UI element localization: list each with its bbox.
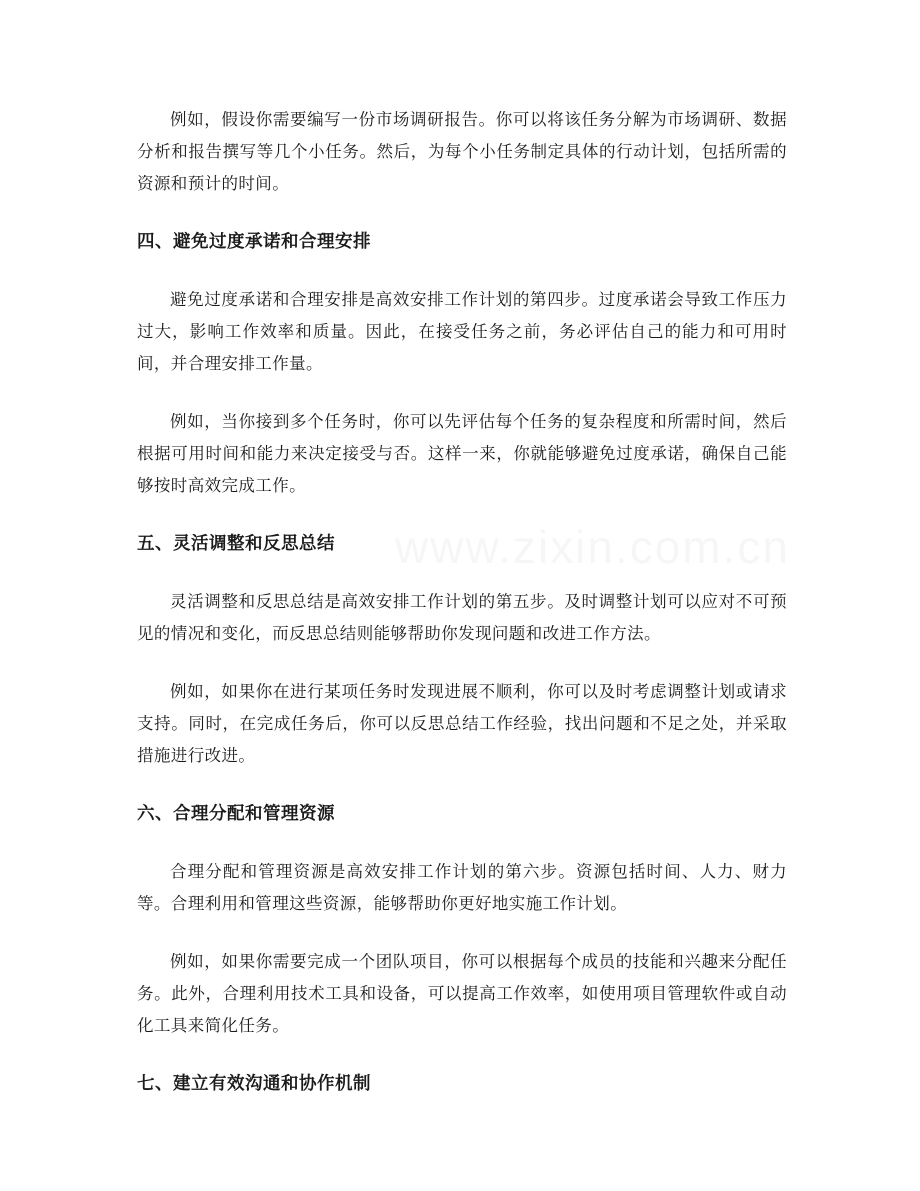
paragraph-resource-management: 合理分配和管理资源是高效安排工作计划的第六步。资源包括时间、人力、财力等。合理利用和管理这些资源，能够帮助你更好地实施工作计划。 bbox=[137, 862, 787, 913]
paragraph-example-adjust-plan: 例如，如果你在进行某项任务时发现进展不顺利，你可以及时考虑调整计划或请求支持。同时，在完成任务后，你可以反思总结工作经验，找出问题和不足之处，并采取措施进行改进。 bbox=[137, 682, 787, 765]
paragraph-example-task-breakdown: 例如，假设你需要编写一份市场调研报告。你可以将该任务分解为市场调研、数据分析和报告撰写等几个小任务。然后，为每个小任务制定具体的行动计划，包括所需的资源和预计的时间。 bbox=[137, 110, 787, 193]
paragraph-example-team-project: 例如，如果你需要完成一个团队项目，你可以根据每个成员的技能和兴趣来分配任务。此外，合理利用技术工具和设备，可以提高工作效率，如使用项目管理软件或自动化工具来简化任务。 bbox=[137, 952, 787, 1035]
section-heading-6: 六、合理分配和管理资源 bbox=[137, 804, 335, 824]
paragraph-flexible-adjust: 灵活调整和反思总结是高效安排工作计划的第五步。及时调整计划可以应对不可预见的情况和变化，而反思总结则能够帮助你发现问题和改进工作方法。 bbox=[137, 592, 787, 643]
section-heading-7: 七、建立有效沟通和协作机制 bbox=[137, 1074, 371, 1094]
section-heading-5: 五、灵活调整和反思总结 bbox=[137, 534, 335, 554]
paragraph-example-multiple-tasks: 例如，当你接到多个任务时，你可以先评估每个任务的复杂程度和所需时间，然后根据可用时间和能力来决定接受与否。这样一来，你就能够避免过度承诺，确保自己能够按时高效完成工作。 bbox=[137, 412, 787, 495]
paragraph-avoid-overcommit: 避免过度承诺和合理安排是高效安排工作计划的第四步。过度承诺会导致工作压力过大，影响工作效率和质量。因此，在接受任务之前，务必评估自己的能力和可用时间，并合理安排工作量。 bbox=[137, 290, 787, 373]
document-body bbox=[137, 104, 787, 1126]
section-heading-4: 四、避免过度承诺和合理安排 bbox=[137, 232, 371, 252]
